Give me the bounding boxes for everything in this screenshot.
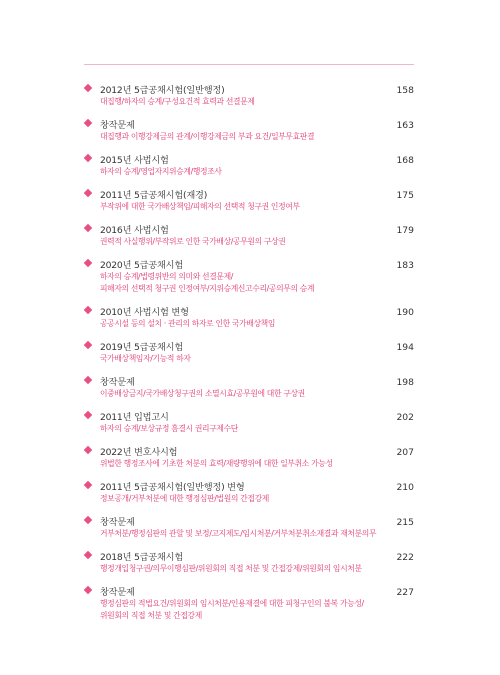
toc-page-number: 190 — [396, 307, 414, 318]
toc-entry-heading — [100, 409, 416, 423]
diamond-bullet-icon — [84, 586, 92, 594]
toc-entry[interactable] — [84, 584, 416, 622]
toc-entry-heading — [100, 222, 416, 236]
toc-entry[interactable] — [84, 549, 416, 575]
toc-entry-topics: 대집행과 이행강제금의 관계/이행강제금의 부과 요건/일부무효판결 — [100, 132, 315, 141]
toc-entry-heading — [100, 304, 416, 318]
diamond-bullet-icon — [84, 551, 92, 559]
toc-page-number: 222 — [396, 552, 414, 563]
toc-entry-topics: 하자의 승계/보상규정 흠결시 권리구제수단 — [100, 424, 238, 433]
diamond-bullet-icon — [84, 376, 92, 384]
toc-entry-heading — [100, 339, 416, 353]
toc-entry-title: 2011년 5급공채시험(재경) — [100, 190, 208, 201]
toc-page-number: 194 — [396, 342, 414, 353]
toc-entry-topics: 이중배상금지/국가배상청구권의 소멸시효/공무원에 대한 구상권 — [100, 389, 305, 398]
toc-entry[interactable] — [84, 152, 416, 178]
toc-page-number: 202 — [396, 412, 414, 423]
diamond-bullet-icon — [84, 224, 92, 232]
toc-entry-title: 창작문제 — [100, 587, 135, 598]
diamond-bullet-icon — [84, 481, 92, 489]
toc-entry-title: 창작문제 — [100, 517, 135, 528]
diamond-bullet-icon — [84, 446, 92, 454]
toc-entry[interactable] — [84, 479, 416, 505]
toc-entry-heading — [100, 479, 416, 493]
toc-entry-topics: 행정개입청구권/의무이행심판/위원회의 직접 처분 및 간접강제/위원회의 임시처분 — [100, 564, 362, 573]
toc-entry-title: 2015년 사법시험 — [100, 155, 169, 166]
toc-entry[interactable] — [84, 257, 416, 295]
top-divider — [84, 64, 414, 65]
toc-page-number: 168 — [396, 155, 414, 166]
toc-page-number: 198 — [396, 377, 414, 388]
toc-entry-topics: 거부처분/행정심판의 관할 및 보정/고지제도/임시처분/거부처분취소재결과 재처분의무 — [100, 529, 377, 538]
toc-entry-title: 창작문제 — [100, 377, 135, 388]
toc-page-number: 175 — [396, 190, 414, 201]
toc-page-number: 179 — [396, 225, 414, 236]
toc-entry[interactable] — [84, 514, 416, 540]
diamond-bullet-icon — [84, 341, 92, 349]
toc-entry-heading — [100, 549, 416, 563]
toc-entry[interactable] — [84, 409, 416, 435]
toc-entry-topics: 하자의 승계/법령위반의 의미와 선결문제/ — [100, 272, 234, 281]
toc-entry-title: 2020년 5급공채시험 — [100, 260, 183, 271]
toc-entry-title: 2012년 5급공채시험(일반행정) — [100, 85, 225, 96]
toc-entry[interactable] — [84, 222, 416, 248]
toc-entry[interactable] — [84, 339, 416, 365]
toc-entry-title: 2010년 사법시험 변형 — [100, 307, 189, 318]
diamond-bullet-icon — [84, 84, 92, 92]
toc-entry-heading — [100, 117, 416, 131]
toc-entry-topics: 국가배상책임자/기능적 하자 — [100, 354, 191, 363]
toc-entry-title: 2019년 5급공채시험 — [100, 342, 183, 353]
toc-entry-heading — [100, 187, 416, 201]
diamond-bullet-icon — [84, 306, 92, 314]
toc-entry-topics: 위원회의 직접 처분 및 간접강제 — [100, 611, 202, 620]
toc-entry[interactable] — [84, 374, 416, 400]
toc-entry[interactable] — [84, 117, 416, 143]
toc-entry-heading — [100, 584, 416, 598]
toc-entry-heading — [100, 82, 416, 96]
diamond-bullet-icon — [84, 259, 92, 267]
toc-entry-topics: 위법한 행정조사에 기초한 처분의 효력/재량행위에 대한 일부취소 가능성 — [100, 459, 333, 468]
toc-page-number: 207 — [396, 447, 414, 458]
toc-entry-topics: 권력적 사실행위/부작위로 인한 국가배상/공무원의 구상권 — [100, 237, 286, 246]
toc-entry-title: 2022년 변호사시험 — [100, 447, 178, 458]
toc-entry-title: 2018년 5급공채시험 — [100, 552, 183, 563]
toc-entry-topics: 행정심판의 적법요건/위원회의 임시처분/인용재결에 대한 피청구인의 불복 가능성/ — [100, 599, 364, 608]
toc-page-number: 163 — [396, 120, 414, 131]
toc-page-number: 183 — [396, 260, 414, 271]
toc-entry-topics: 대집행/하자의 승계/구성요건적 효력과 선결문제 — [100, 97, 255, 106]
toc-entry[interactable] — [84, 444, 416, 470]
diamond-bullet-icon — [84, 189, 92, 197]
diamond-bullet-icon — [84, 411, 92, 419]
toc-entry-topics: 공공시설 등의 설치 · 관리의 하자로 인한 국가배상책임 — [100, 319, 276, 328]
toc-entry-heading — [100, 152, 416, 166]
toc-entry-title: 창작문제 — [100, 120, 135, 131]
toc-entry[interactable] — [84, 82, 416, 108]
diamond-bullet-icon — [84, 119, 92, 127]
toc-page-number: 158 — [396, 85, 414, 96]
toc-entry-title: 2011년 5급공채시험(일반행정) 변형 — [100, 482, 245, 493]
toc-entry-title: 2011년 입법고시 — [100, 412, 169, 423]
toc-page-number: 227 — [396, 587, 414, 598]
toc-entry-heading — [100, 514, 416, 528]
toc-entry-heading — [100, 257, 416, 271]
toc-entry-topics: 피해자의 선택적 청구권 인정여부/지위승계신고수리/공의무의 승계 — [100, 284, 315, 293]
toc-entry-topics: 부작위에 대한 국가배상책임/피해자의 선택적 청구권 인정여부 — [100, 202, 300, 211]
table-of-contents — [84, 82, 416, 631]
toc-entry[interactable] — [84, 304, 416, 330]
toc-page-number: 210 — [396, 482, 414, 493]
toc-entry-heading — [100, 444, 416, 458]
toc-page-number: 215 — [396, 517, 414, 528]
toc-entry-heading — [100, 374, 416, 388]
toc-entry-title: 2016년 사법시험 — [100, 225, 169, 236]
toc-entry[interactable] — [84, 187, 416, 213]
toc-entry-topics: 정보공개/거부처분에 대한 행정심판/법원의 간접강제 — [100, 494, 269, 503]
diamond-bullet-icon — [84, 154, 92, 162]
diamond-bullet-icon — [84, 516, 92, 524]
toc-entry-topics: 하자의 승계/영업자지위승계/행정조사 — [100, 167, 222, 176]
